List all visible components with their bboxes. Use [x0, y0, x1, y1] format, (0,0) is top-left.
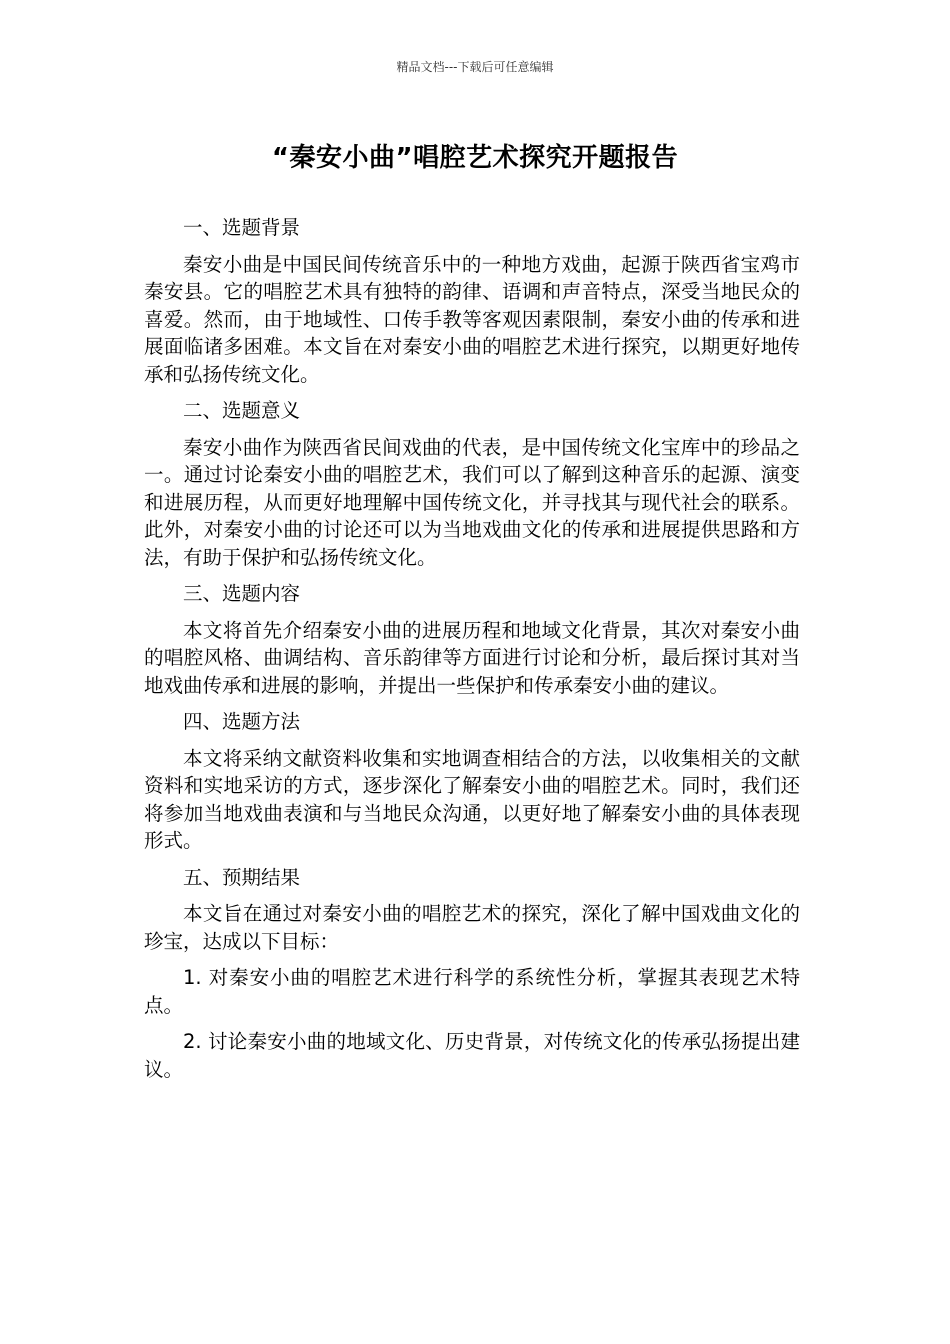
section-heading-method: 四、选题方法 [183, 710, 301, 733]
section-paragraph-content: 本文将首先介绍秦安小曲的进展历程和地域文化背景，其次对秦安小曲的唱腔风格、曲调结构、音乐韵律等方面进行讨论和分析，最后探讨其对当地戏曲传承和进展的影响，并提出一些保护和传承秦安小曲的建议。 [144, 618, 800, 697]
section-paragraph-method: 本文将采纳文献资料收集和实地调查相结合的方法，以收集相关的文献资料和实地采访的方式，逐步深化了解秦安小曲的唱腔艺术。同时，我们还将参加当地戏曲表演和与当地民众沟通，以更好地了解秦安小曲的具体表现形式。 [144, 746, 800, 852]
section-paragraph-background: 秦安小曲是中国民间传统音乐中的一种地方戏曲，起源于陕西省宝鸡市秦安县。它的唱腔艺术具有独特的韵律、语调和声音特点，深受当地民众的喜爱。然而，由于地域性、口传手教等客观因素限制，秦安小曲的传承和进展面临诸多困难。本文旨在对秦安小曲的唱腔艺术进行探究，以期更好地传承和弘扬传统文化。 [144, 252, 800, 386]
header-note: 精品文档---下载后可任意编辑 [396, 60, 554, 74]
section-heading-content: 三、选题内容 [183, 582, 301, 605]
section-heading-background: 一、选题背景 [183, 216, 301, 239]
section-paragraph-significance: 秦安小曲作为陕西省民间戏曲的代表，是中国传统文化宝库中的珍品之一。通过讨论秦安小曲的唱腔艺术，我们可以了解到这种音乐的起源、演变和进展历程，从而更好地理解中国传统文化，并寻找其与现代社会的联系。此外，对秦安小曲的讨论还可以为当地戏曲文化的传承和进展提供思路和方法，有助于保护和弘扬传统文化。 [144, 435, 800, 569]
goal-item: 1. 对秦安小曲的唱腔艺术进行科学的系统性分析，掌握其表现艺术特点。 [144, 966, 800, 1017]
section-heading-significance: 二、选题意义 [183, 399, 301, 422]
section-heading-expected-results: 五、预期结果 [183, 865, 301, 889]
section-paragraph-expected-results: 本文旨在通过对秦安小曲的唱腔艺术的探究，深化了解中国戏曲文化的珍宝，达成以下目标： [144, 902, 800, 953]
goal-item: 2. 讨论秦安小曲的地域文化、历史背景，对传统文化的传承弘扬提出建议。 [144, 1030, 800, 1081]
document-body [144, 214, 800, 1092]
document-title: “秦安小曲”唱腔艺术探究开题报告 [271, 143, 679, 173]
